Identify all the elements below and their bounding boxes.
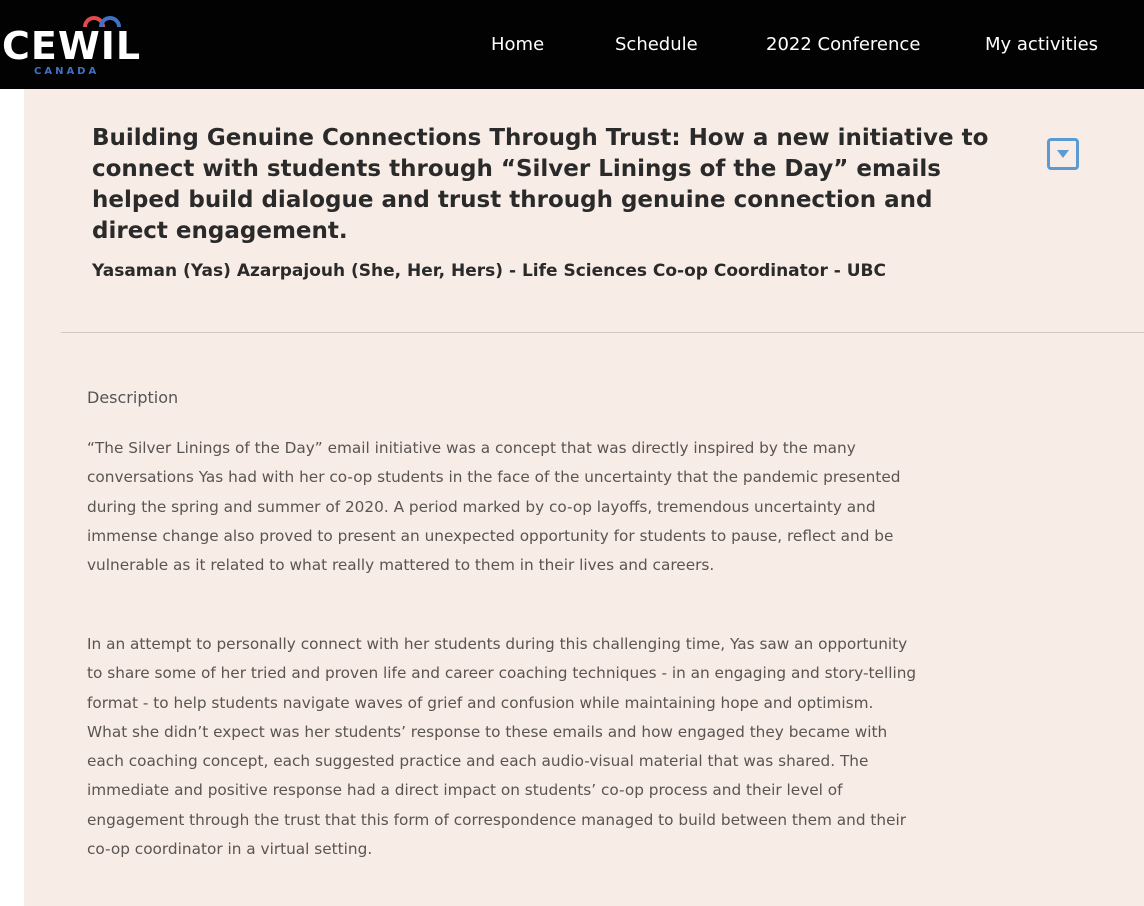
session-title: Building Genuine Connections Through Trust: How a new initiative to connect with students through “Silver Linings of the Day” emails helped build dialogue and trust through genuine connection and direct engagement. (92, 125, 989, 244)
session-speaker: Yasaman (Yas) Azarpajouh (She, Her, Hers) - Life Sciences Co-op Coordinator - UBC (92, 261, 886, 281)
nav-2022-conference[interactable]: 2022 Conference (766, 34, 921, 55)
description-heading: Description (87, 388, 179, 407)
description-paragraph: In an attempt to personally connect with her students during this challenging time, Yas saw an opportunity to share some of her tried and proven life and career coaching techniques - in an engaging and story-telling format - to help students navigate waves of grief and confusion while maintaining hope and optimism. What she didn’t expect was her students’ response to these emails and how engaged they became with each coaching concept, each suggested practice and each audio-visual material that was shared. The immediate and positive response had a direct impact on students’ co-op process and their level of engagement through the trust that this form of correspondence managed to build between them and their co-op coordinator in a virtual setting. (87, 635, 917, 859)
session-detail-panel (24, 89, 1144, 906)
logo-wordmark: CEWIL (2, 24, 142, 68)
logo-subtitle: CANADA (34, 66, 100, 77)
description-paragraph: “The Silver Linings of the Day” email initiative was a concept that was directly inspired by the many conversations Yas had with her co-op students in the face of the uncertainty that the pandemic presented during the spring and summer of 2020. A period marked by co-op layoffs, tremendous uncertainty and immense change also proved to present an unexpected opportunity for students to pause, reflect and be vulnerable as it related to what really mattered to them in their lives and careers. (87, 439, 901, 575)
top-navigation-bar (0, 0, 1144, 89)
section-divider (61, 332, 1144, 333)
chevron-down-icon (1056, 149, 1070, 159)
nav-home[interactable]: Home (491, 34, 545, 55)
expand-toggle-button[interactable] (1047, 138, 1079, 170)
cewil-canada-logo[interactable] (2, 10, 142, 80)
nav-schedule[interactable]: Schedule (615, 34, 698, 55)
nav-my-activities[interactable]: My activities (985, 34, 1099, 55)
